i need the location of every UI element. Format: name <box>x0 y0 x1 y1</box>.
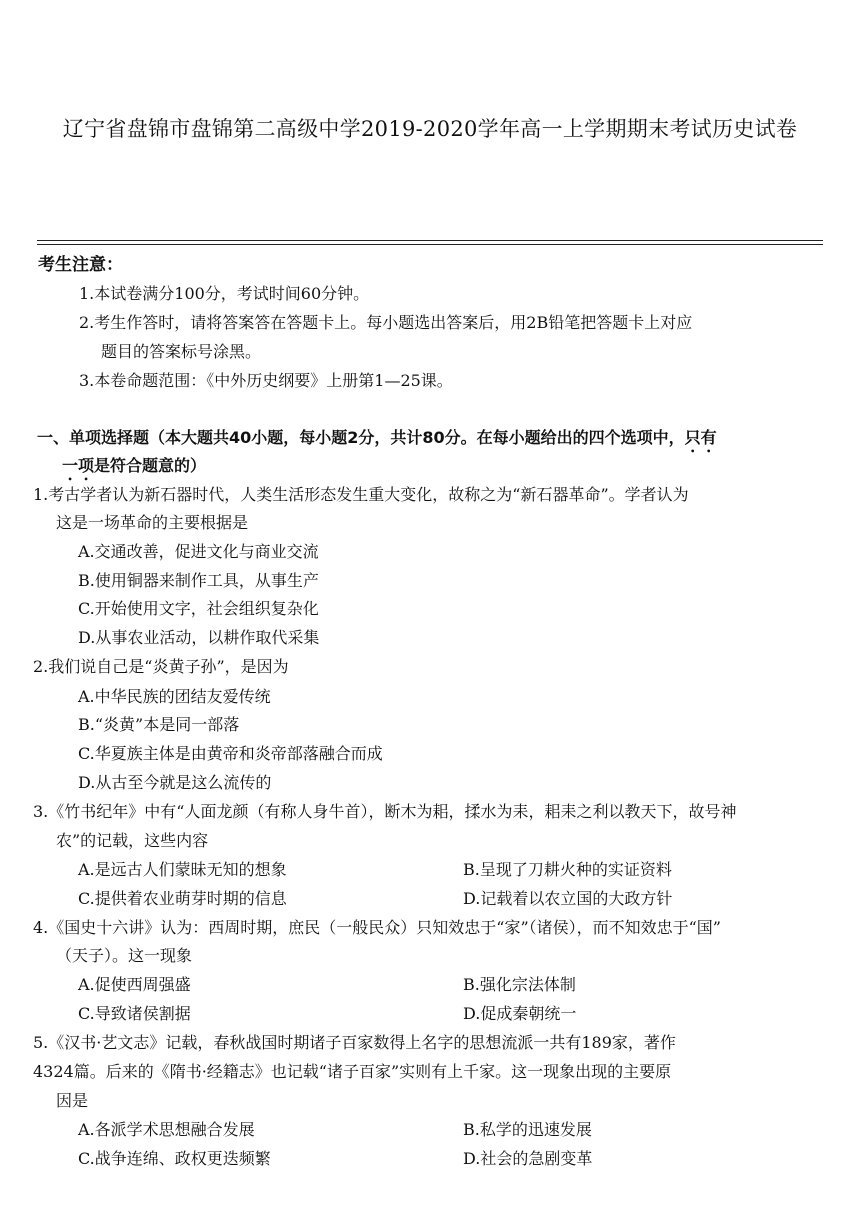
section-heading-line-2: 一项是符合题意的） <box>62 456 207 475</box>
question-3-option-d: D.记载着以农立国的大政方针 <box>463 889 673 908</box>
question-5-option-a: A.各派学术思想融合发展 <box>78 1120 255 1139</box>
question-4-stem-cont: （天子）。这一现象 <box>56 946 193 965</box>
question-1-stem: 1.考古学者认为新石器时代，人类生活形态发生重大变化，故称之为“新石器革命”。学者认为 <box>33 485 689 504</box>
question-2-option-d: D.从古至今就是这么流传的 <box>78 773 272 792</box>
question-3-option-a: A.是远古人们蒙昧无知的想象 <box>78 860 287 879</box>
question-3-option-c: C.提供着农业萌芽时期的信息 <box>78 889 287 908</box>
double-rule-bottom <box>37 244 823 245</box>
question-3-stem-cont: 农”的记载，这些内容 <box>56 831 209 850</box>
notice-item-3: 3.本卷命题范围：《中外历史纲要》上册第1—25课。 <box>79 371 453 390</box>
question-3-stem: 3.《竹书纪年》中有“人面龙颜（有称人身牛首），断木为耜，揉水为耒，耜耒之利以教天下，故号神 <box>33 802 737 821</box>
question-4-option-b: B.强化宗法体制 <box>463 975 576 994</box>
question-5-stem-cont-1: 4324篇。后来的《隋书·经籍志》也记载“诸子百家”实则有上千家。这一现象出现的主要原 <box>33 1062 672 1081</box>
page-title: 辽宁省盘锦市盘锦第二高级中学2019-2020学年高一上学期期末考试历史试卷 <box>62 117 798 141</box>
question-5-stem: 5.《汉书·艺文志》记载，春秋战国时期诸子百家数得上名字的思想流派一共有189家，著作 <box>33 1033 676 1052</box>
question-3-option-b: B.呈现了刀耕火种的实证资料 <box>463 860 672 879</box>
section-heading-line-1: 一、单项选择题（本大题共40小题，每小题2分，共计80分。在每小题给出的四个选项中，只有 <box>37 428 717 447</box>
question-5-option-d: D.社会的急剧变革 <box>463 1149 593 1168</box>
question-2-option-b: B.“炎黄”本是同一部落 <box>78 715 240 734</box>
question-2-stem: 2.我们说自己是“炎黄子孙”，是因为 <box>33 657 289 676</box>
notice-item-2-cont: 题目的答案标号涂黑。 <box>101 342 262 361</box>
question-4-option-c: C.导致诸侯割据 <box>78 1004 191 1023</box>
question-1-option-c: C.开始使用文字，社会组织复杂化 <box>78 599 319 618</box>
question-4-option-d: D.促成秦朝统一 <box>463 1004 577 1023</box>
question-2-option-a: A.中华民族的团结友爱传统 <box>78 687 271 706</box>
question-1-option-a: A.交通改善，促进文化与商业交流 <box>78 542 319 561</box>
question-4-stem: 4.《国史十六讲》认为：西周时期，庶民（一般民众）只知效忠于“家”（诸侯），而不知效忠于“国” <box>33 918 721 937</box>
question-1-stem-cont: 这是一场革命的主要根据是 <box>56 513 249 532</box>
question-1-option-d: D.从事农业活动，以耕作取代采集 <box>78 628 320 647</box>
double-rule-top <box>37 240 823 241</box>
emphasis-one-item: 一项 <box>62 456 95 475</box>
notice-heading: 考生注意： <box>38 255 123 275</box>
question-5-option-b: B.私学的迅速发展 <box>463 1120 592 1139</box>
question-4-option-a: A.促使西周强盛 <box>78 975 191 994</box>
question-5-option-c: C.战争连绵、政权更迭频繁 <box>78 1149 271 1168</box>
notice-item-2: 2.考生作答时，请将答案答在答题卡上。每小题选出答案后，用2B铅笔把答题卡上对应 <box>79 313 693 332</box>
question-1-option-b: B.使用铜器来制作工具，从事生产 <box>78 571 319 590</box>
question-5-stem-cont-2: 因是 <box>56 1091 89 1110</box>
emphasis-only-one: 只有 <box>684 428 717 447</box>
question-2-option-c: C.华夏族主体是由黄帝和炎帝部落融合而成 <box>78 744 383 763</box>
notice-item-1: 1.本试卷满分100分，考试时间60分钟。 <box>79 284 370 303</box>
